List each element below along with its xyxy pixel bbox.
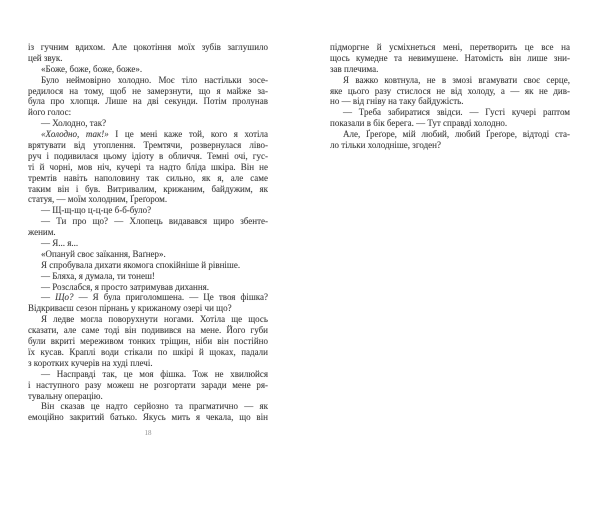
text-line: Я спробувала дихати якомога спокійніше й рівніше. — [41, 259, 241, 270]
text-line: тремтів навіть наполовину так сильно, як я, але саме — [28, 172, 268, 183]
text-line: «Опануй своє заїкання, Ваґнер». — [41, 248, 166, 259]
text-line: емоційно закритий батько. Якусь мить я чекала, що він — [28, 412, 268, 423]
text-line: були вкриті мереживом тонких тріщин, ніби він постійно — [28, 336, 268, 347]
text-line: яке цього разу стислося не від холоду, а — як не див- — [330, 85, 570, 96]
text-line: — Треба забиратися звідси. — Густі кучері раптом — [343, 107, 570, 118]
text-line: «Холодно, так!» І це мені каже той, кого я хотіла — [41, 129, 268, 140]
text-line: таким він і був. Витривалим, крижаним, байдужим, як — [28, 183, 268, 194]
text-line: — Що? — Я була приголомшена. — Це твоя фішка? — [41, 292, 268, 303]
text-line: Я ледве могла поворухнути ногами. Хотіла ще щось — [41, 314, 268, 325]
book-page-right-text — [330, 42, 570, 151]
text-line: Але, Ґреґоре, мій любий, любий Ґреґоре, відтоді ста- — [343, 129, 570, 140]
text-line: руч і подивилася цьому ідіоту в обличчя. Темні очі, гус- — [28, 150, 268, 161]
text-line: — Холодно, так? — [41, 118, 107, 129]
text-line: врятувати від утоплення. Тремтячи, розвернулася ліво- — [28, 140, 268, 151]
text-line: підморгне й усміхнеться мені, перетворить це все на — [330, 42, 570, 52]
text-line: ло тільки холодніше, згоден? — [330, 140, 441, 151]
text-line: зав плечима. — [330, 63, 379, 74]
page-number: 18 — [144, 429, 152, 437]
text-line: його голос: — [28, 107, 72, 118]
text-line: сказати, але саме тоді він подивився на мене. Його губи — [28, 325, 268, 336]
text-line: — Розслабся, я просто затримував дихання. — [41, 281, 210, 292]
text-line: щось кумедне та невимушене. Натомість він лише зни- — [330, 52, 570, 63]
text-line: но — від гніву на таку байдужість. — [330, 96, 464, 107]
text-line: цей звук. — [28, 52, 63, 63]
text-line: показали в бік берега. — Тут справді холодно. — [330, 118, 508, 129]
text-line: Було неймовірно холодно. Моє тіло настільки зосе- — [41, 74, 268, 85]
text-line: — Насправді так, це моя фішка. Тож не хвилюйся — [41, 368, 268, 379]
text-line: Відкриваєш сезон пірнань у крижаному озері чи що? — [28, 303, 232, 314]
text-line: редилося на тому, щоб не замерзнути, що я майже за- — [28, 85, 268, 96]
text-line: і наступного разу можеш не розгортати заради мене ря- — [28, 379, 268, 390]
text-line: — Щ-щ-що ц-ц-це б-б-було? — [41, 205, 152, 216]
text-line: Я важко ковтнула, не в змозі вгамувати своє серце, — [343, 74, 570, 85]
text-line: була про хлопця. Лише на дві секунди. Потім пролунав — [28, 96, 268, 107]
text-line: із гучним вдихом. Але цокотіння моїх зубів заглушило — [28, 42, 268, 52]
text-line: женим. — [28, 227, 56, 238]
text-line: з коротких кучерів на худі плечі. — [28, 357, 153, 368]
book-page-left-text — [28, 42, 268, 423]
text-line: «Боже, боже, боже, боже». — [41, 63, 143, 74]
text-line: — Бляха, я думала, ти тонеш! — [41, 270, 155, 281]
text-line: ті й чорні, мов ніч, кучері та надто бліда шкіра. Він не — [28, 161, 268, 172]
text-line: тувальну операцію. — [28, 390, 103, 401]
text-line: Він сказав це надто серйозно та прагматично — як — [41, 401, 268, 412]
text-line: — Ти про що? — Хлопець видавався щиро збенте- — [41, 216, 268, 227]
text-line: статуя, — моїм холодним, Ґреґором. — [28, 194, 168, 205]
text-line: їх кусав. Краплі води стікали по шкірі й щоках, падали — [28, 346, 268, 357]
text-line: — Я... я... — [41, 238, 79, 249]
